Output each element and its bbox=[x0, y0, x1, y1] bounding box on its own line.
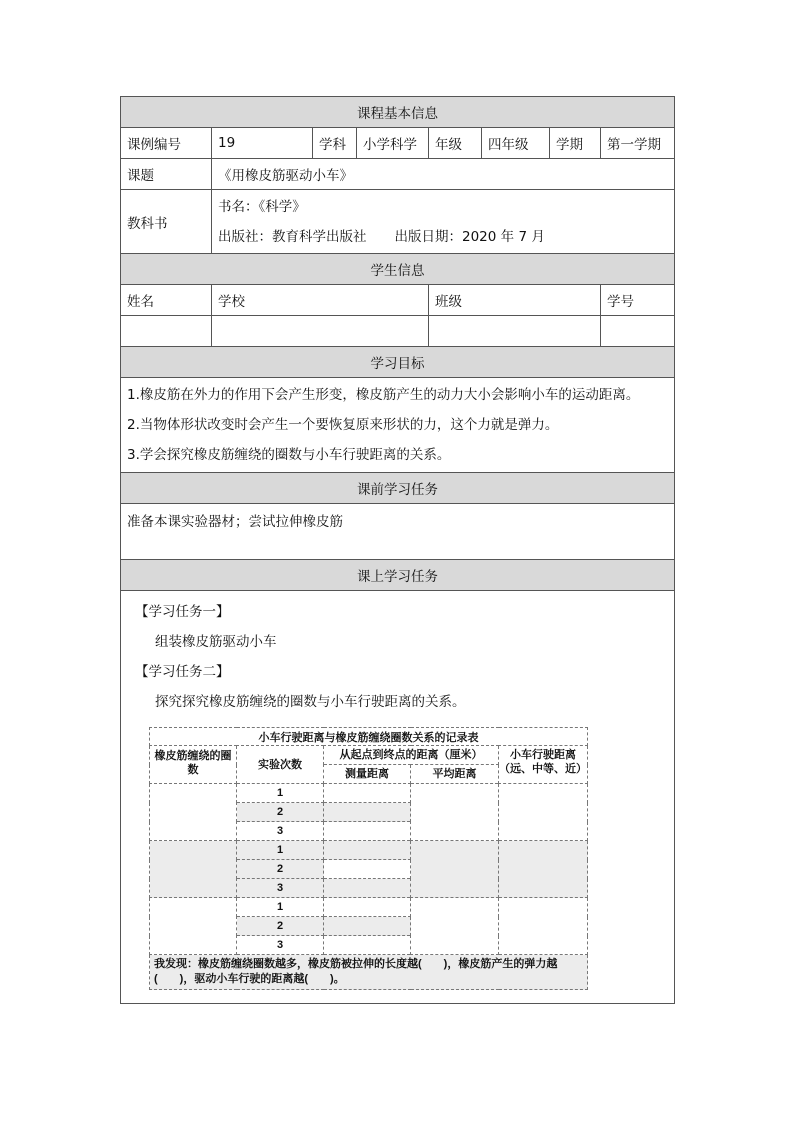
turns-cell[interactable] bbox=[150, 784, 237, 841]
average-cell[interactable] bbox=[411, 784, 499, 841]
far-near-cell[interactable] bbox=[499, 898, 588, 955]
student-class-field[interactable] bbox=[429, 316, 601, 347]
trial-number: 3 bbox=[237, 822, 324, 841]
finding-note: 我发现：橡皮筋缠绕圈数越多，橡皮筋被拉伸的长度越( )，橡皮筋产生的弹力越( )，驱动小车行驶的距离越( )。 bbox=[150, 955, 588, 990]
task-two-title: 【学习任务二】 bbox=[135, 664, 230, 680]
student-id-label: 学号 bbox=[601, 285, 675, 316]
term-label: 学期 bbox=[550, 128, 601, 159]
measured-cell[interactable] bbox=[324, 917, 411, 936]
measured-cell[interactable] bbox=[324, 784, 411, 803]
trial-number: 3 bbox=[237, 936, 324, 955]
col-header-far-near: 小车行驶距离（远、中等、近） bbox=[499, 746, 588, 784]
turns-cell[interactable] bbox=[150, 898, 237, 955]
record-table bbox=[149, 727, 588, 990]
section-goals: 学习目标 bbox=[121, 347, 675, 378]
lesson-info-table bbox=[120, 96, 675, 1004]
publisher-line bbox=[218, 222, 668, 252]
term-value: 第一学期 bbox=[601, 128, 675, 159]
measured-cell[interactable] bbox=[324, 860, 411, 879]
average-cell[interactable] bbox=[411, 898, 499, 955]
subject-label: 学科 bbox=[313, 128, 357, 159]
trial-number: 2 bbox=[237, 917, 324, 936]
publish-date: 出版日期：2020 年 7 月 bbox=[394, 229, 545, 245]
in-class-tasks bbox=[121, 591, 675, 1004]
col-header-turns: 橡皮筋缠绕的圈数 bbox=[150, 746, 237, 784]
measured-cell[interactable] bbox=[324, 936, 411, 955]
average-cell[interactable] bbox=[411, 841, 499, 898]
student-class-label: 班级 bbox=[429, 285, 601, 316]
goal-item: 2.当物体形状改变时会产生一个要恢复原来形状的力，这个力就是弹力。 bbox=[127, 417, 559, 433]
trial-number: 1 bbox=[237, 784, 324, 803]
section-basic-info: 课程基本信息 bbox=[121, 97, 675, 128]
textbook-info bbox=[212, 190, 675, 254]
measured-cell[interactable] bbox=[324, 879, 411, 898]
trial-number: 3 bbox=[237, 879, 324, 898]
student-school-field[interactable] bbox=[212, 316, 429, 347]
trial-number: 1 bbox=[237, 841, 324, 860]
col-header-measured: 测量距离 bbox=[324, 765, 411, 784]
task-one-title: 【学习任务一】 bbox=[135, 604, 230, 620]
student-school-label: 学校 bbox=[212, 285, 429, 316]
trial-number: 2 bbox=[237, 803, 324, 822]
col-header-average: 平均距离 bbox=[411, 765, 499, 784]
measured-cell[interactable] bbox=[324, 803, 411, 822]
goal-item: 3.学会探究橡皮筋缠绕的圈数与小车行驶距离的关系。 bbox=[127, 447, 451, 463]
goals-list bbox=[121, 378, 675, 473]
grade-label: 年级 bbox=[429, 128, 482, 159]
student-name-field[interactable] bbox=[121, 316, 212, 347]
topic-value: 《用橡皮筋驱动小车》 bbox=[212, 159, 675, 190]
far-near-cell[interactable] bbox=[499, 841, 588, 898]
col-header-distance: 从起点到终点的距离（厘米） bbox=[324, 746, 499, 765]
turns-cell[interactable] bbox=[150, 841, 237, 898]
section-pre-class: 课前学习任务 bbox=[121, 473, 675, 504]
measured-cell[interactable] bbox=[324, 898, 411, 917]
grade-value: 四年级 bbox=[482, 128, 550, 159]
section-in-class: 课上学习任务 bbox=[121, 560, 675, 591]
case-no-label: 课例编号 bbox=[121, 128, 212, 159]
pre-class-task: 准备本课实验器材；尝试拉伸橡皮筋 bbox=[121, 504, 675, 560]
student-id-field[interactable] bbox=[601, 316, 675, 347]
student-name-label: 姓名 bbox=[121, 285, 212, 316]
record-table-title: 小车行驶距离与橡皮筋缠绕圈数关系的记录表 bbox=[150, 728, 588, 746]
lesson-sheet bbox=[120, 96, 674, 1004]
subject-value: 小学科学 bbox=[357, 128, 429, 159]
textbook-label: 教科书 bbox=[121, 190, 212, 254]
measured-cell[interactable] bbox=[324, 841, 411, 860]
task-one-text: 组装橡皮筋驱动小车 bbox=[155, 634, 277, 650]
col-header-trials: 实验次数 bbox=[237, 746, 324, 784]
case-no-value: 19 bbox=[212, 128, 313, 159]
section-student-info: 学生信息 bbox=[121, 254, 675, 285]
measured-cell[interactable] bbox=[324, 822, 411, 841]
task-two-text: 探究探究橡皮筋缠绕的圈数与小车行驶距离的关系。 bbox=[155, 694, 466, 710]
trial-number: 2 bbox=[237, 860, 324, 879]
goal-item: 1.橡皮筋在外力的作用下会产生形变，橡皮筋产生的动力大小会影响小车的运动距离。 bbox=[127, 387, 640, 403]
publisher: 出版社：教育科学出版社 bbox=[218, 229, 367, 245]
trial-number: 1 bbox=[237, 898, 324, 917]
topic-label: 课题 bbox=[121, 159, 212, 190]
book-name: 书名：《科学》 bbox=[218, 199, 306, 215]
far-near-cell[interactable] bbox=[499, 784, 588, 841]
